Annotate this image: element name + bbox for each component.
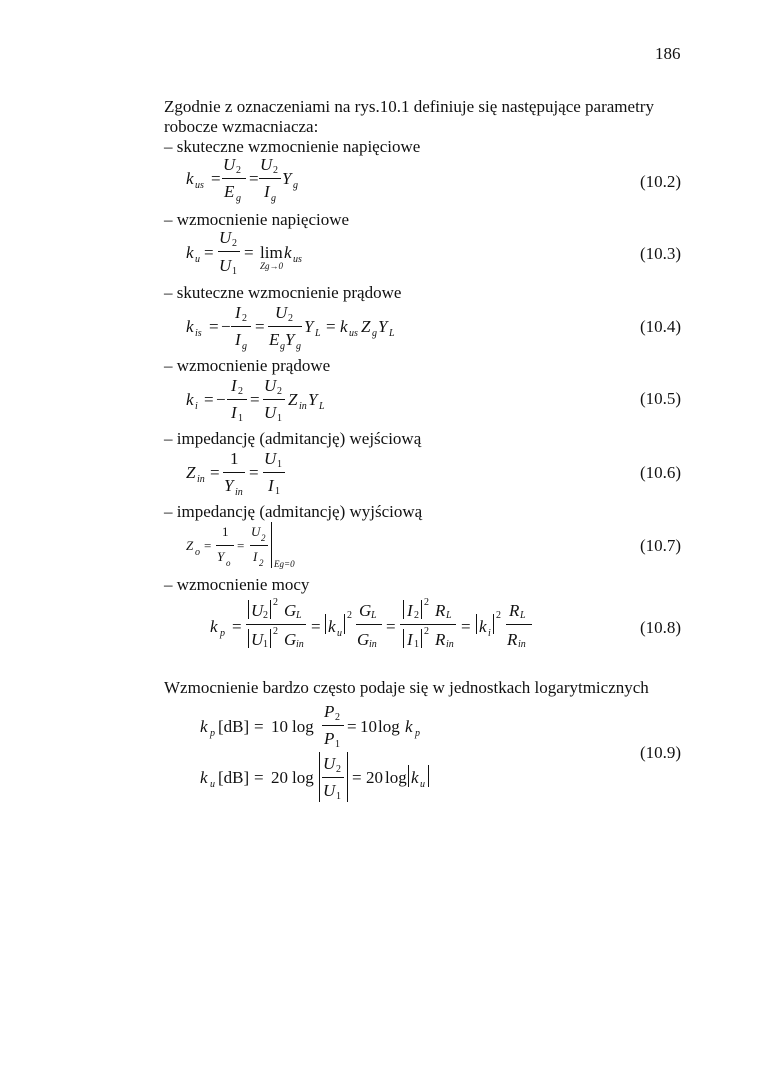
evaluation-bar xyxy=(271,522,272,568)
subscript-p: p xyxy=(210,728,215,739)
equals-sign: = xyxy=(255,317,265,336)
subscript-L: L xyxy=(315,328,321,339)
k-symbol: k xyxy=(186,169,194,188)
fraction-bar xyxy=(263,399,285,400)
fraction-bar xyxy=(223,472,245,473)
fraction-bar xyxy=(222,178,246,179)
subscript-1: 1 xyxy=(263,639,268,650)
exponent-2: 2 xyxy=(273,626,278,637)
exponent-2: 2 xyxy=(424,597,429,608)
lim-subscript: Zg→0 xyxy=(260,261,284,271)
I-symbol: I xyxy=(268,476,274,495)
U-symbol: U xyxy=(323,781,336,800)
abs-bar xyxy=(421,600,422,619)
fraction-bar xyxy=(400,624,456,625)
exponent-2: 2 xyxy=(273,597,278,608)
G-symbol: G xyxy=(359,601,372,620)
subscript-g: g xyxy=(242,341,247,352)
subscript-L: L xyxy=(296,610,302,621)
equation-number-10-9: (10.9) xyxy=(640,743,682,762)
subscript-L: L xyxy=(389,328,395,339)
subscript-2: 2 xyxy=(232,238,237,249)
twenty: 20 xyxy=(271,768,288,787)
equals-sign: = xyxy=(232,617,242,636)
equals-sign: = xyxy=(204,390,214,409)
Y-symbol: Y xyxy=(378,317,388,336)
abs-bar xyxy=(248,600,249,619)
fraction-bar xyxy=(263,472,285,473)
subscript-in: in xyxy=(197,474,205,485)
log-operator: log xyxy=(292,768,314,787)
P-symbol: P xyxy=(324,729,335,748)
fraction-bar xyxy=(246,624,306,625)
k-symbol: k xyxy=(340,317,348,336)
k-symbol: k xyxy=(210,617,218,636)
Y-symbol: Y xyxy=(282,169,292,188)
subscript-g: g xyxy=(271,193,276,204)
k-symbol: k xyxy=(405,717,413,736)
page-number: 186 xyxy=(655,44,681,63)
subscript-p: p xyxy=(220,628,225,639)
subscript-u: u xyxy=(337,628,342,639)
U-symbol: U xyxy=(264,403,277,422)
subscript-in: in xyxy=(296,639,304,650)
minus-sign: − xyxy=(216,390,226,409)
fraction-bar xyxy=(506,624,532,625)
abs-bar xyxy=(403,629,404,648)
Z-symbol: Z xyxy=(288,390,298,409)
U-symbol: U xyxy=(223,155,236,174)
subscript-i: i xyxy=(488,628,491,639)
fraction-bar xyxy=(322,725,344,726)
exponent-2: 2 xyxy=(347,610,352,621)
Y-symbol: Y xyxy=(224,476,234,495)
Y-symbol: Y xyxy=(308,390,318,409)
fraction-bar xyxy=(250,545,268,546)
subscript-2: 2 xyxy=(335,712,340,723)
k-symbol: k xyxy=(200,717,208,736)
equals-sign: = xyxy=(347,717,357,736)
I-symbol: I xyxy=(231,376,237,395)
equals-sign: = xyxy=(204,538,212,553)
equation-number-10-2: (10.2) xyxy=(640,172,682,191)
intro-line-2: robocze wzmacniacza: xyxy=(164,117,319,136)
equals-sign: = xyxy=(249,169,259,188)
subscript-g: g xyxy=(296,341,301,352)
subscript-us: us xyxy=(349,328,358,339)
item-label-10-6: – impedancję (admitancję) wejściową xyxy=(164,429,422,448)
abs-bar xyxy=(428,765,429,787)
subscript-2: 2 xyxy=(277,386,282,397)
subscript-2: 2 xyxy=(288,313,293,324)
subscript-g: g xyxy=(293,180,298,191)
subscript-o: o xyxy=(195,547,200,558)
equals-sign: = xyxy=(254,768,264,787)
abs-bar xyxy=(270,629,271,648)
log-operator: log xyxy=(378,717,400,736)
Z-symbol: Z xyxy=(186,538,194,553)
db-bracket: [dB] xyxy=(218,768,250,787)
ten: 10 xyxy=(271,717,288,736)
equation-number-10-3: (10.3) xyxy=(640,244,682,263)
twenty: 20 xyxy=(366,768,383,787)
subscript-1: 1 xyxy=(277,413,282,424)
I-symbol: I xyxy=(264,182,270,201)
I-symbol: I xyxy=(407,630,413,649)
abs-bar xyxy=(347,752,348,802)
equation-number-10-5: (10.5) xyxy=(640,389,682,408)
fraction-bar xyxy=(268,326,302,327)
equals-sign: = xyxy=(250,390,260,409)
fraction-bar xyxy=(231,326,251,327)
subscript-2: 2 xyxy=(238,386,243,397)
abs-bar xyxy=(476,614,477,634)
lim-operator: lim xyxy=(260,243,283,262)
minus-sign: − xyxy=(221,317,231,336)
I-symbol: I xyxy=(407,601,413,620)
subscript-us: us xyxy=(293,254,302,265)
log-operator: log xyxy=(385,768,407,787)
k-symbol: k xyxy=(411,768,419,787)
I-symbol: I xyxy=(235,303,241,322)
G-symbol: G xyxy=(284,601,297,620)
subscript-is: is xyxy=(195,328,202,339)
U-symbol: U xyxy=(251,630,264,649)
equals-sign: = xyxy=(209,317,219,336)
k-symbol: k xyxy=(284,243,292,262)
subscript-in: in xyxy=(369,639,377,650)
Y-symbol: Y xyxy=(304,317,314,336)
subscript-in: in xyxy=(518,639,526,650)
subscript-2: 2 xyxy=(259,558,264,568)
equals-sign: = xyxy=(244,243,254,262)
subscript-in: in xyxy=(446,639,454,650)
Y-symbol: Y xyxy=(217,549,225,564)
abs-bar xyxy=(270,600,271,619)
subscript-2: 2 xyxy=(242,313,247,324)
equals-sign: = xyxy=(461,617,471,636)
k-symbol: k xyxy=(186,317,194,336)
equals-sign: = xyxy=(210,463,220,482)
subscript-u: u xyxy=(420,779,425,790)
R-symbol: R xyxy=(435,601,446,620)
k-symbol: k xyxy=(186,243,194,262)
subscript-1: 1 xyxy=(336,791,341,802)
numerator-1: 1 xyxy=(222,524,229,539)
subscript-g: g xyxy=(236,193,241,204)
subscript-1: 1 xyxy=(238,413,243,424)
abs-bar xyxy=(403,600,404,619)
fraction-bar xyxy=(216,545,234,546)
fraction-bar xyxy=(259,178,281,179)
subscript-L: L xyxy=(371,610,377,621)
equals-sign: = xyxy=(352,768,362,787)
item-label-10-5: – wzmocnienie prądowe xyxy=(164,356,331,375)
subscript-2: 2 xyxy=(414,610,419,621)
item-label-10-7: – impedancję (admitancję) wyjściową xyxy=(164,502,423,521)
U-symbol: U xyxy=(323,754,336,773)
subscript-o: o xyxy=(226,558,231,568)
abs-bar xyxy=(408,765,409,787)
Z-symbol: Z xyxy=(186,463,196,482)
exponent-2: 2 xyxy=(424,626,429,637)
subscript-L: L xyxy=(319,401,325,412)
R-symbol: R xyxy=(507,630,518,649)
fraction-bar xyxy=(356,624,382,625)
R-symbol: R xyxy=(509,601,520,620)
subscript-1: 1 xyxy=(414,639,419,650)
equals-sign: = xyxy=(311,617,321,636)
equals-sign: = xyxy=(386,617,396,636)
I-symbol: I xyxy=(235,330,241,349)
equation-number-10-8: (10.8) xyxy=(640,618,682,637)
abs-bar xyxy=(319,752,320,802)
U-symbol: U xyxy=(260,155,273,174)
subscript-2: 2 xyxy=(236,165,241,176)
subscript-u: u xyxy=(195,254,200,265)
subscript-L: L xyxy=(520,610,526,621)
G-symbol: G xyxy=(357,630,370,649)
subscript-u: u xyxy=(210,779,215,790)
subscript-1: 1 xyxy=(275,486,280,497)
E-symbol: E xyxy=(269,330,280,349)
G-symbol: G xyxy=(284,630,297,649)
item-label-10-3: – wzmocnienie napięciowe xyxy=(164,210,350,229)
Y-symbol: Y xyxy=(285,330,295,349)
abs-bar xyxy=(421,629,422,648)
equals-sign: = xyxy=(254,717,264,736)
evaluation-condition: Eg=0 xyxy=(274,559,295,569)
equals-sign: = xyxy=(237,538,245,553)
Z-symbol: Z xyxy=(361,317,371,336)
fraction-bar xyxy=(227,399,247,400)
I-symbol: I xyxy=(253,549,258,564)
equals-sign: = xyxy=(249,463,259,482)
equation-number-10-6: (10.6) xyxy=(640,463,682,482)
subscript-2: 2 xyxy=(273,165,278,176)
exponent-2: 2 xyxy=(496,610,501,621)
k-symbol: k xyxy=(186,390,194,409)
subscript-g: g xyxy=(280,341,285,352)
fraction-bar xyxy=(322,777,344,778)
subscript-1: 1 xyxy=(232,266,237,277)
abs-bar xyxy=(325,614,326,634)
log-operator: log xyxy=(292,717,314,736)
subscript-L: L xyxy=(446,610,452,621)
abs-bar xyxy=(344,614,345,634)
U-symbol: U xyxy=(251,524,261,539)
subscript-p: p xyxy=(415,728,420,739)
U-symbol: U xyxy=(275,303,288,322)
subscript-g: g xyxy=(372,328,377,339)
subscript-1: 1 xyxy=(277,459,282,470)
U-symbol: U xyxy=(251,601,264,620)
U-symbol: U xyxy=(219,228,232,247)
intro-line-1: Zgodnie z oznaczeniami na rys.10.1 definiuje się następujące parametry xyxy=(164,97,654,116)
subscript-in: in xyxy=(299,401,307,412)
log-intro: Wzmocnienie bardzo często podaje się w jednostkach logarytmicznych xyxy=(164,678,649,697)
subscript-us: us xyxy=(195,180,204,191)
equals-sign: = xyxy=(326,317,336,336)
subscript-i: i xyxy=(195,401,198,412)
k-symbol: k xyxy=(479,617,487,636)
I-symbol: I xyxy=(231,403,237,422)
equation-number-10-7: (10.7) xyxy=(640,536,682,555)
item-label-10-4: – skuteczne wzmocnienie prądowe xyxy=(164,283,402,302)
R-symbol: R xyxy=(435,630,446,649)
fraction-bar xyxy=(218,251,240,252)
ten: 10 xyxy=(360,717,377,736)
U-symbol: U xyxy=(264,449,277,468)
subscript-2: 2 xyxy=(261,533,266,543)
P-symbol: P xyxy=(324,702,335,721)
equation-number-10-4: (10.4) xyxy=(640,317,682,336)
item-label-10-2: – skuteczne wzmocnienie napięciowe xyxy=(164,137,421,156)
equals-sign: = xyxy=(204,243,214,262)
k-symbol: k xyxy=(328,617,336,636)
numerator-1: 1 xyxy=(230,449,239,468)
subscript-2: 2 xyxy=(263,610,268,621)
subscript-2: 2 xyxy=(336,764,341,775)
subscript-1: 1 xyxy=(335,739,340,750)
subscript-in: in xyxy=(235,487,243,498)
abs-bar xyxy=(493,614,494,634)
db-bracket: [dB] xyxy=(218,717,250,736)
k-symbol: k xyxy=(200,768,208,787)
equals-sign: = xyxy=(211,169,221,188)
E-symbol: E xyxy=(224,182,235,201)
U-symbol: U xyxy=(219,256,232,275)
item-label-10-8: – wzmocnienie mocy xyxy=(164,575,310,594)
abs-bar xyxy=(248,629,249,648)
U-symbol: U xyxy=(264,376,277,395)
